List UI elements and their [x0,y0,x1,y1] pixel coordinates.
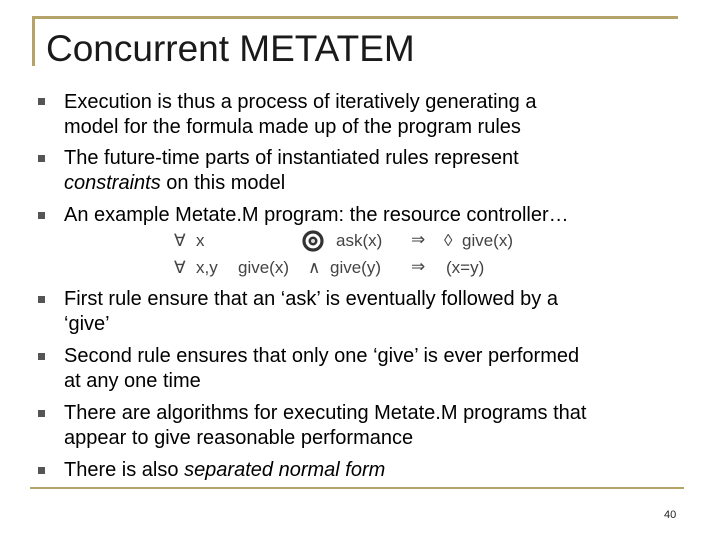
eventually-operator: ◊ [444,231,453,250]
implies-symbol: ⇒ [411,230,426,249]
and-symbol: ∧ [308,258,321,277]
rule-2-antecedent-a: give(x) [238,258,290,277]
bullet-6-line-1: There are algorithms for executing Metate.M programs that [64,402,587,424]
implies-symbol: ⇒ [411,257,426,276]
footer-rule [30,487,684,489]
rule-2-antecedent-b: give(y) [330,258,382,277]
bullet-marker [38,155,45,162]
bullet-marker [38,296,45,303]
bullet-2-line-1: The future-time parts of instantiated rules represent [64,147,519,169]
emphasis-constraints: constraints [64,172,161,194]
rule-1-antecedent: ask(x) [336,231,383,250]
rule-2-consequent: (x=y) [446,258,485,277]
bullet-1-line-1: Execution is thus a process of iteratively generating a [64,91,537,113]
bullet-3-line-1: An example Metate.M program: the resource controller… [64,204,569,226]
rule-1-vars: x [196,231,205,250]
title-frame-top-rule [32,16,678,19]
bullet-5-line-2: at any one time [64,370,201,392]
bullet-4-line-1: First rule ensure that an ‘ask’ is eventually followed by a [64,288,558,310]
bullet-7-plain: There is also [64,459,185,481]
emphasis-separated-normal-form: separated normal form [184,459,386,481]
bullet-marker [38,467,45,474]
bullet-2-line-2 [64,172,285,195]
bullet-4-line-2: ‘give’ [64,313,110,335]
forall-symbol: ∀ [174,258,186,277]
rule-1-consequent: give(x) [462,231,514,250]
bullet-7-line-1 [64,459,385,482]
bullet-5-line-1: Second rule ensures that only one ‘give’ is ever performed [64,345,580,367]
bullet-marker [38,212,45,219]
bullet-marker [38,353,45,360]
bullet-1-line-2: model for the formula made up of the program rules [64,116,521,138]
title-frame-left-rule [32,16,35,66]
bullet-marker [38,410,45,417]
bullet-6-line-2: appear to give reasonable performance [64,427,414,449]
rule-2-vars: x,y [196,258,218,277]
slide-title: Concurrent METATEM [46,28,415,69]
page-number: 40 [664,509,677,521]
bullet-marker [38,98,45,105]
forall-symbol: ∀ [174,231,186,250]
bullet-2-line-2-rest: on this model [160,172,286,194]
always-operator-icon [302,230,324,252]
